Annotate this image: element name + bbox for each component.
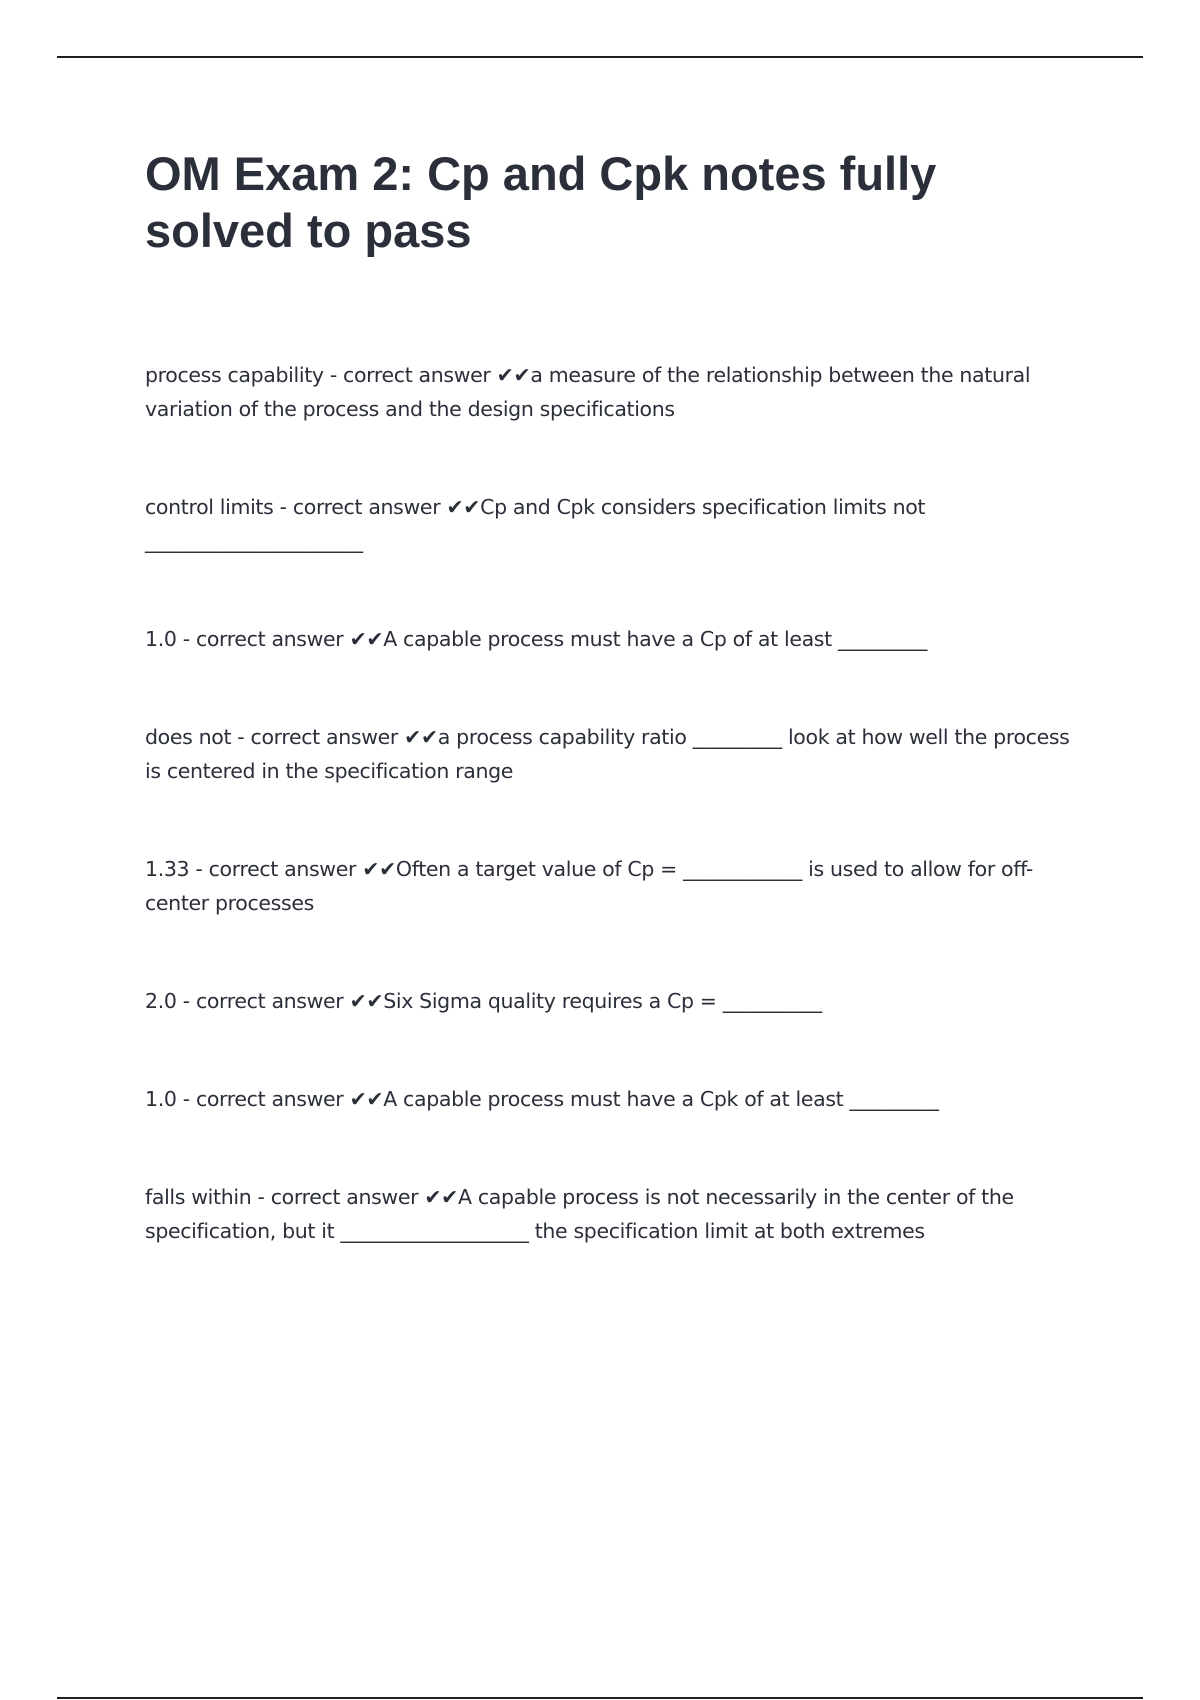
qa-term: control limits <box>145 495 274 519</box>
qa-term: 1.0 <box>145 627 177 651</box>
bottom-divider <box>57 1697 1143 1699</box>
qa-item <box>145 358 1085 426</box>
qa-term: 2.0 <box>145 989 177 1013</box>
qa-definition: A capable process must have a Cpk of at least _________ <box>383 1087 939 1111</box>
qa-definition: A capable process must have a Cp of at least _________ <box>383 627 928 651</box>
checkmark-icon: ✔✔ <box>349 989 384 1013</box>
checkmark-icon: ✔✔ <box>362 857 396 881</box>
qa-term: process capability <box>145 363 324 387</box>
qa-list <box>145 358 1085 1248</box>
qa-separator: - correct answer <box>231 725 405 749</box>
qa-item <box>145 490 1085 558</box>
qa-item <box>145 1082 1085 1116</box>
top-divider <box>57 56 1143 58</box>
qa-term: does not <box>145 725 232 749</box>
qa-term: falls within <box>145 1185 252 1209</box>
document-title: OM Exam 2: Cp and Cpk notes fully solved to pass <box>145 147 937 257</box>
qa-definition: A capable process is not necessarily in the center of the specification, but it ___________________ the specification limit at both extremes <box>145 1185 1014 1243</box>
qa-item <box>145 622 1085 656</box>
qa-item <box>145 720 1085 788</box>
qa-definition: Six Sigma quality requires a Cp = __________ <box>383 989 822 1013</box>
qa-item <box>145 984 1085 1018</box>
qa-term: 1.33 <box>145 857 190 881</box>
qa-definition: a measure of the relationship between the natural variation of the process and the design specifications <box>145 363 1031 421</box>
qa-separator: - correct answer <box>176 627 350 651</box>
qa-definition: Cp and Cpk considers specification limits not ______________________ <box>145 495 926 553</box>
checkmark-icon: ✔✔ <box>404 725 438 749</box>
qa-item <box>145 852 1085 920</box>
qa-separator: - correct answer <box>273 495 447 519</box>
checkmark-icon: ✔✔ <box>446 495 481 519</box>
checkmark-icon: ✔✔ <box>424 1185 459 1209</box>
checkmark-icon: ✔✔ <box>349 1087 384 1111</box>
qa-definition: Often a target value of Cp = ____________ is used to allow for off-center processes <box>145 857 1033 915</box>
qa-separator: - correct answer <box>189 857 363 881</box>
qa-term: 1.0 <box>145 1087 177 1111</box>
qa-definition: a process capability ratio _________ look at how well the process is centered in the specification range <box>145 725 1070 783</box>
qa-separator: - correct answer <box>176 1087 350 1111</box>
checkmark-icon: ✔✔ <box>349 627 384 651</box>
qa-separator: - correct answer <box>251 1185 425 1209</box>
qa-separator: - correct answer <box>176 989 350 1013</box>
qa-separator: - correct answer <box>323 363 497 387</box>
qa-item <box>145 1180 1085 1248</box>
checkmark-icon: ✔✔ <box>496 363 531 387</box>
